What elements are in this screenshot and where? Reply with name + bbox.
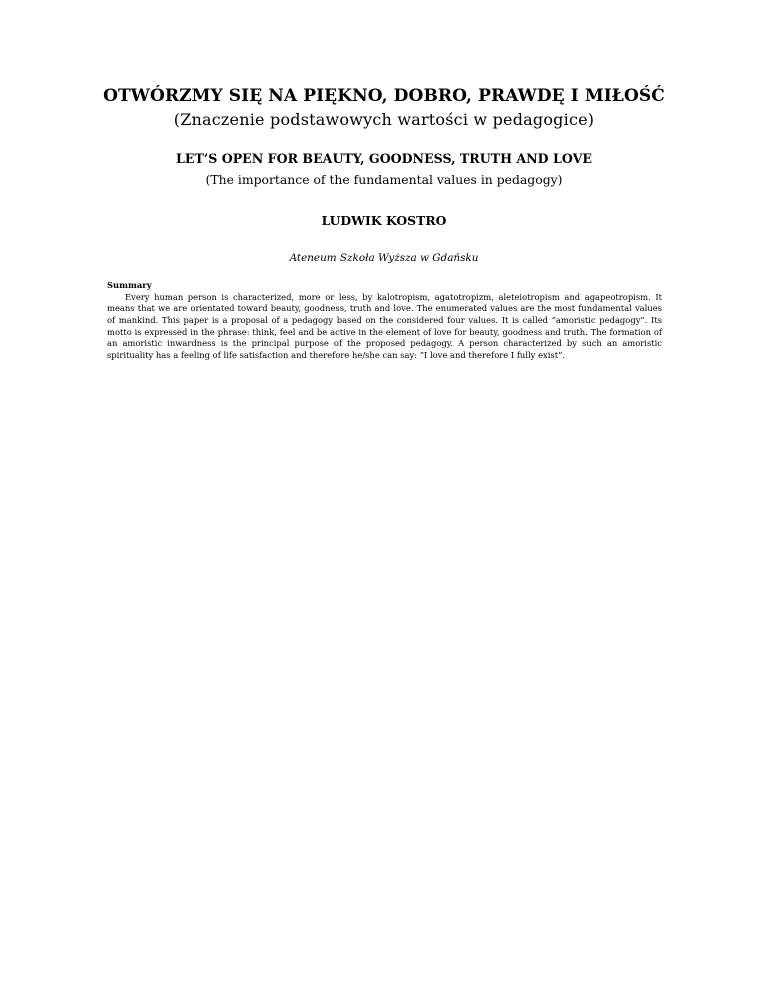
summary-heading: Summary bbox=[107, 280, 152, 290]
author-affiliation: Ateneum Szkoła Wyższa w Gdańsku bbox=[289, 252, 479, 264]
summary-section bbox=[107, 280, 662, 362]
subtitle-english: (The importance of the fundamental values in pedagogy) bbox=[205, 172, 563, 187]
author-name: LUDWIK KOSTRO bbox=[321, 213, 447, 228]
title-polish: OTWÓRZMY SIĘ NA PIĘKNO, DOBRO, PRAWDĘ I MIŁOŚĆ bbox=[103, 86, 665, 106]
title-english: LET’S OPEN FOR BEAUTY, GOODNESS, TRUTH AND LOVE bbox=[176, 151, 592, 166]
summary-text: Every human person is characterized, more or less, by kalotropism, agatotropizm, aleteiotropism and agapeotropism. It means that we are orientated toward beauty, goodness, truth and love. The enumerated values are the most fundamental values of mankind. This paper is a proposal of a pedagogy based on the considered four values. It is called ”amoristic pedagogy”. Its motto is expressed in the phrase: think, feel and be active in the element of love for beauty, goodness and truth. The formation of an amoristic inwardness is the principal purpose of the proposed pedagogy. A person characterized by such an amoristic spirituality has a feeling of life satisfaction and therefore he/she can say: ”I love and therefore I fully exist”. bbox=[107, 291, 662, 361]
subtitle-polish: (Znaczenie podstawowych wartości w pedagogice) bbox=[173, 110, 595, 129]
